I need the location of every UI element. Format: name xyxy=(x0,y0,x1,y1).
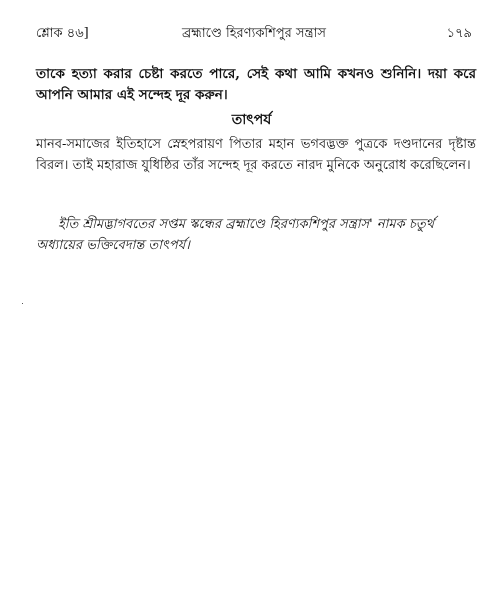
page-number: ১৭৯ xyxy=(446,26,472,41)
running-header xyxy=(36,24,472,44)
purport-paragraph: মানব-সমাজের ইতিহাসে স্নেহপরায়ণ পিতার মহান ভগবদ্ভক্ত পুত্রকে দণ্ডদানের দৃষ্টান্ত বিরল। তাই মহারাজ যুধিষ্ঠির তাঁর সন্দেহ দূর করতে নারদ মুনিকে অনুরোধ করেছিলেন। xyxy=(36,137,476,173)
verse-reference: শ্লোক ৪৬] xyxy=(36,26,89,41)
purport-heading: তাৎপর্য xyxy=(231,112,272,128)
chapter-colophon: ইতি শ্রীমদ্ভাগবতের সপ্তম স্কন্ধের ব্রহ্মাণ্ডে হিরণ্যকশিপুর সন্ত্রাস' নামক চতুর্থ অধ্যায়ের ভক্তিবেদান্ত তাৎপর্য। xyxy=(36,217,435,253)
verse-translation: তাকে হত্যা করার চেষ্টা করতে পারে, সেই কথা আমি কখনও শুনিনি। দয়া করে আপনি আমার এই সন্দেহ দূর করুন। xyxy=(36,66,476,103)
chapter-title: ব্রহ্মাণ্ডে হিরণ্যকশিপুর সন্ত্রাস xyxy=(182,26,326,41)
scan-speck xyxy=(22,303,23,304)
